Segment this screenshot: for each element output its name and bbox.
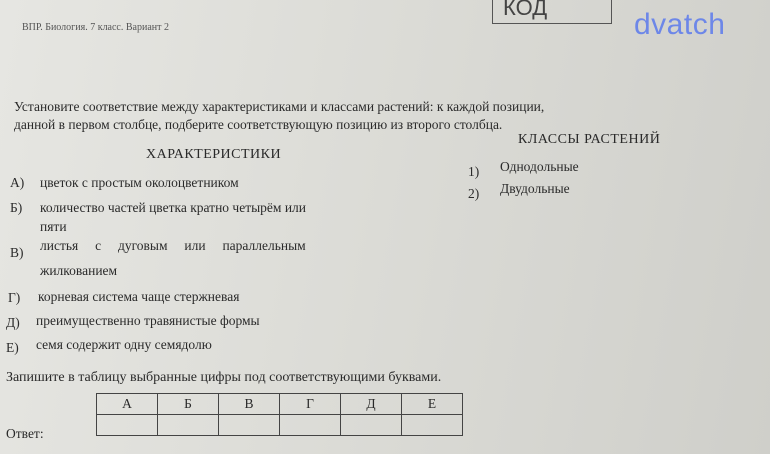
answer-cell-g[interactable] <box>280 415 341 436</box>
instruction-text: Запишите в таблицу выбранные цифры под соответствующими буквами. <box>6 370 442 385</box>
answer-header-cell: Е <box>402 394 463 415</box>
item-letter-d: Д) <box>6 315 20 330</box>
task-text <box>14 98 764 134</box>
characteristic-e: семя содержит одну семядолю <box>36 337 212 352</box>
characteristic-g: корневая система чаще стержневая <box>38 289 240 304</box>
answer-cell-b[interactable] <box>158 415 219 436</box>
answer-header-cell: Г <box>280 394 341 415</box>
answer-cell-v[interactable] <box>219 415 280 436</box>
characteristics-heading: ХАРАКТЕРИСТИКИ <box>146 147 282 162</box>
answer-cell-a[interactable] <box>97 415 158 436</box>
characteristic-v-cont: жилкованием <box>40 263 118 278</box>
characteristic-b: количество частей цветка кратно четырём или <box>40 200 307 215</box>
class-num-1: 1) <box>468 164 480 179</box>
characteristic-a: цветок с простым околоцветником <box>40 175 239 190</box>
answer-input-row <box>97 415 463 436</box>
task-line-2: данной в первом столбце, подберите соответствующую позицию из второго столбца. <box>14 117 503 132</box>
page-header: ВПР. Биология. 7 класс. Вариант 2 <box>22 22 169 33</box>
item-letter-a: А) <box>10 175 25 190</box>
answer-cell-d[interactable] <box>341 415 402 436</box>
answer-cell-e[interactable] <box>402 415 463 436</box>
item-letter-e: Е) <box>6 340 19 355</box>
answer-header-cell: В <box>219 394 280 415</box>
code-box: КОД <box>492 0 612 24</box>
answer-header-cell: Б <box>158 394 219 415</box>
characteristic-v: листья с дуговым или параллельным <box>40 238 306 253</box>
characteristic-d: преимущественно травянистые формы <box>36 313 260 328</box>
classes-heading: КЛАССЫ РАСТЕНИЙ <box>518 132 661 147</box>
watermark: dvatch <box>634 8 726 41</box>
task-line-1: Установите соответствие между характеристиками и классами растений: к каждой позиции, <box>14 99 545 114</box>
answer-header-row <box>97 394 463 415</box>
item-letter-b: Б) <box>10 200 23 215</box>
answer-header-cell: А <box>97 394 158 415</box>
characteristic-b-cont: пяти <box>40 219 67 234</box>
answer-table <box>96 393 463 436</box>
class-1: Однодольные <box>500 159 579 174</box>
item-letter-v: В) <box>10 245 24 260</box>
item-letter-g: Г) <box>8 290 21 305</box>
answer-header-cell: Д <box>341 394 402 415</box>
class-2: Двудольные <box>500 181 570 196</box>
class-num-2: 2) <box>468 186 480 201</box>
answer-label: Ответ: <box>6 426 44 441</box>
